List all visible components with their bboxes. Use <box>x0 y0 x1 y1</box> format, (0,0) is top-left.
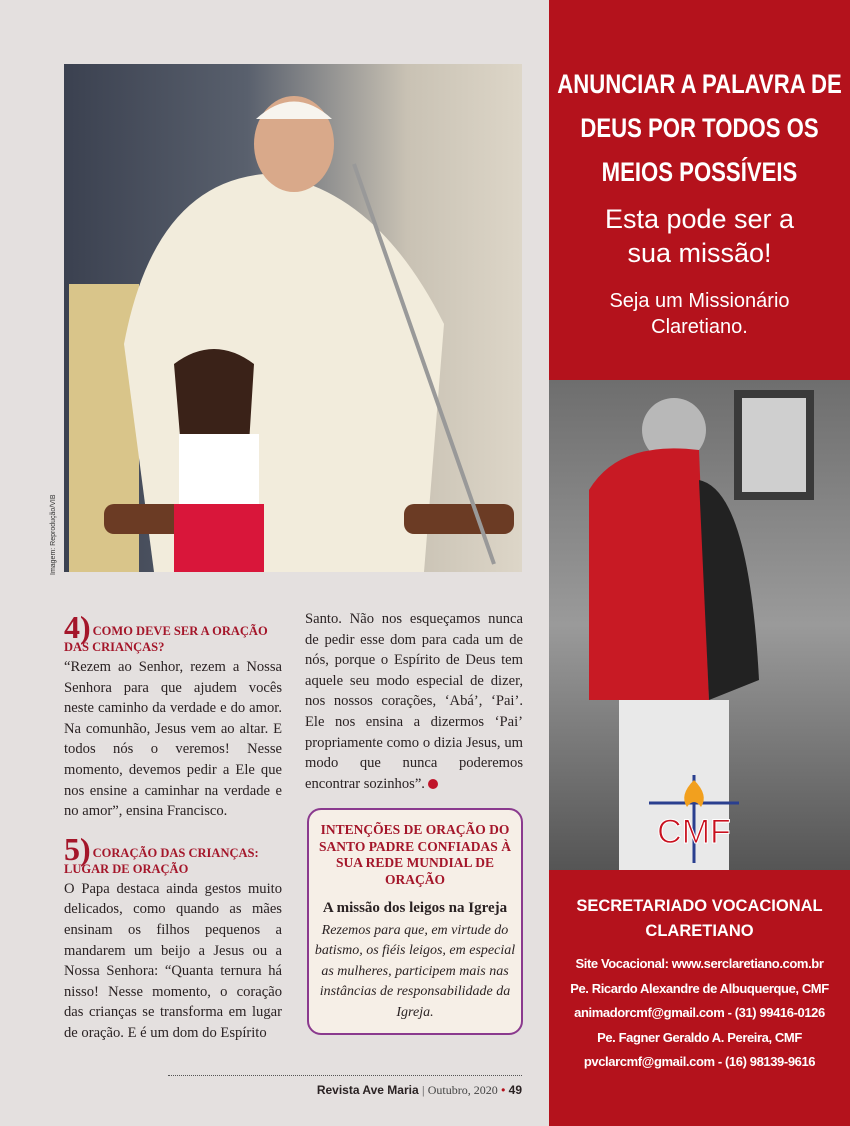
column-1 <box>64 609 282 1044</box>
contact-site[interactable]: Site Vocacional: www.serclaretiano.com.br <box>575 956 824 971</box>
photo-illustration <box>64 64 522 572</box>
box-title: INTENÇÕES DE ORAÇÃO DO SANTO PADRE CONFIADAS À SUA REDE MUNDIAL DE ORAÇÃO <box>319 822 511 887</box>
ad-cta: Seja um Missionário Claretiano. <box>609 290 790 338</box>
photo-credit: Imagem: Reprodução/VIB <box>50 494 57 575</box>
ad-contacts <box>549 952 850 1075</box>
column-2 <box>305 609 523 1035</box>
contact-email-phone[interactable]: pvclarcmf@gmail.com - (16) 98139-9616 <box>583 1054 816 1069</box>
logo-text: CMF <box>657 813 731 851</box>
contact-email-phone[interactable]: animadorcmf@gmail.com - (31) 99416-0126 <box>574 1005 825 1020</box>
section-5-body: O Papa destaca ainda gestos muito delicados, como quando as mães ensinam os filhos pequenos a mandarem um beijo a Jesus ou a Nossa Senhora: “Quanta ternura há nisso! Nesse momento, o coração das crianças se transforma em lugar de oração. E é um dom do Espírito <box>64 880 282 1041</box>
page-footer <box>317 1083 522 1098</box>
ad-subheadline: Esta pode ser a sua missão! <box>604 204 795 268</box>
ad-header <box>549 62 850 340</box>
issue-date: Outubro, 2020 <box>427 1083 498 1097</box>
section-4-body: “Rezem ao Senhor, rezem a Nossa Senhora para que ajudem vocês neste caminho da verdade e do amor. Na comunhão, Jesus vem ao altar. E todos nós o veremos! Nesse momento, devemos pedir a Ele que nos ensine a caminhar na verdade e no amor”, ensina Francisco. <box>64 659 282 820</box>
section-4-heading <box>64 609 282 655</box>
footer-divider <box>168 1075 522 1076</box>
bullet: • <box>501 1083 506 1097</box>
section-title: CORAÇÃO DAS CRIANÇAS: LUGAR DE ORAÇÃO <box>64 845 259 876</box>
box-text: Rezemos para que, em virtude do batismo, os fiéis leigos, em especial as mulheres, participem mais nas instâncias de responsabilidade da Igreja. <box>314 922 516 1020</box>
pope-with-child-photo <box>64 64 522 572</box>
continued-text: Santo. Não nos esqueçamos nunca de pedir esse dom para cada um de nós, porque o Espírito de Deus tem aquele seu modo especial de dizer, nos nossos corações, ‘Abá’, ‘Pai’. Ele nos ensina a dizermos ‘Pai’ propriamente como o dizia Jesus, um modo que nunca poderemos encontrar sozinhos”. <box>305 611 523 792</box>
ad-footer <box>549 894 850 1075</box>
magazine-name: Revista Ave Maria <box>316 1083 419 1097</box>
claretian-advertisement <box>549 0 850 1126</box>
box-subtitle: A missão dos leigos na Igreja <box>322 900 508 917</box>
section-5-heading <box>64 830 282 877</box>
prayer-intentions-box <box>307 808 523 1035</box>
contact-name: Pe. Ricardo Alexandre de Albuquerque, CMF <box>570 980 829 996</box>
page-number: 49 <box>508 1083 522 1097</box>
section-title: COMO DEVE SER A ORAÇÃO DAS CRIANÇAS? <box>64 624 268 654</box>
ad-organization: SECRETARIADO VOCACIONAL CLARETIANO <box>576 897 823 940</box>
end-mark-icon <box>428 779 438 789</box>
section-number: 4) <box>64 609 91 645</box>
separator: | <box>422 1083 425 1097</box>
cmf-logo <box>639 775 749 865</box>
continued-body <box>305 609 523 794</box>
ad-headline: ANUNCIAR A PALAVRA DE DEUS POR TODOS OS MEIOS POSSÍVEIS <box>557 69 842 187</box>
section-number: 5) <box>64 830 91 867</box>
contact-name: Pe. Fagner Geraldo A. Pereira, CMF <box>597 1029 802 1045</box>
